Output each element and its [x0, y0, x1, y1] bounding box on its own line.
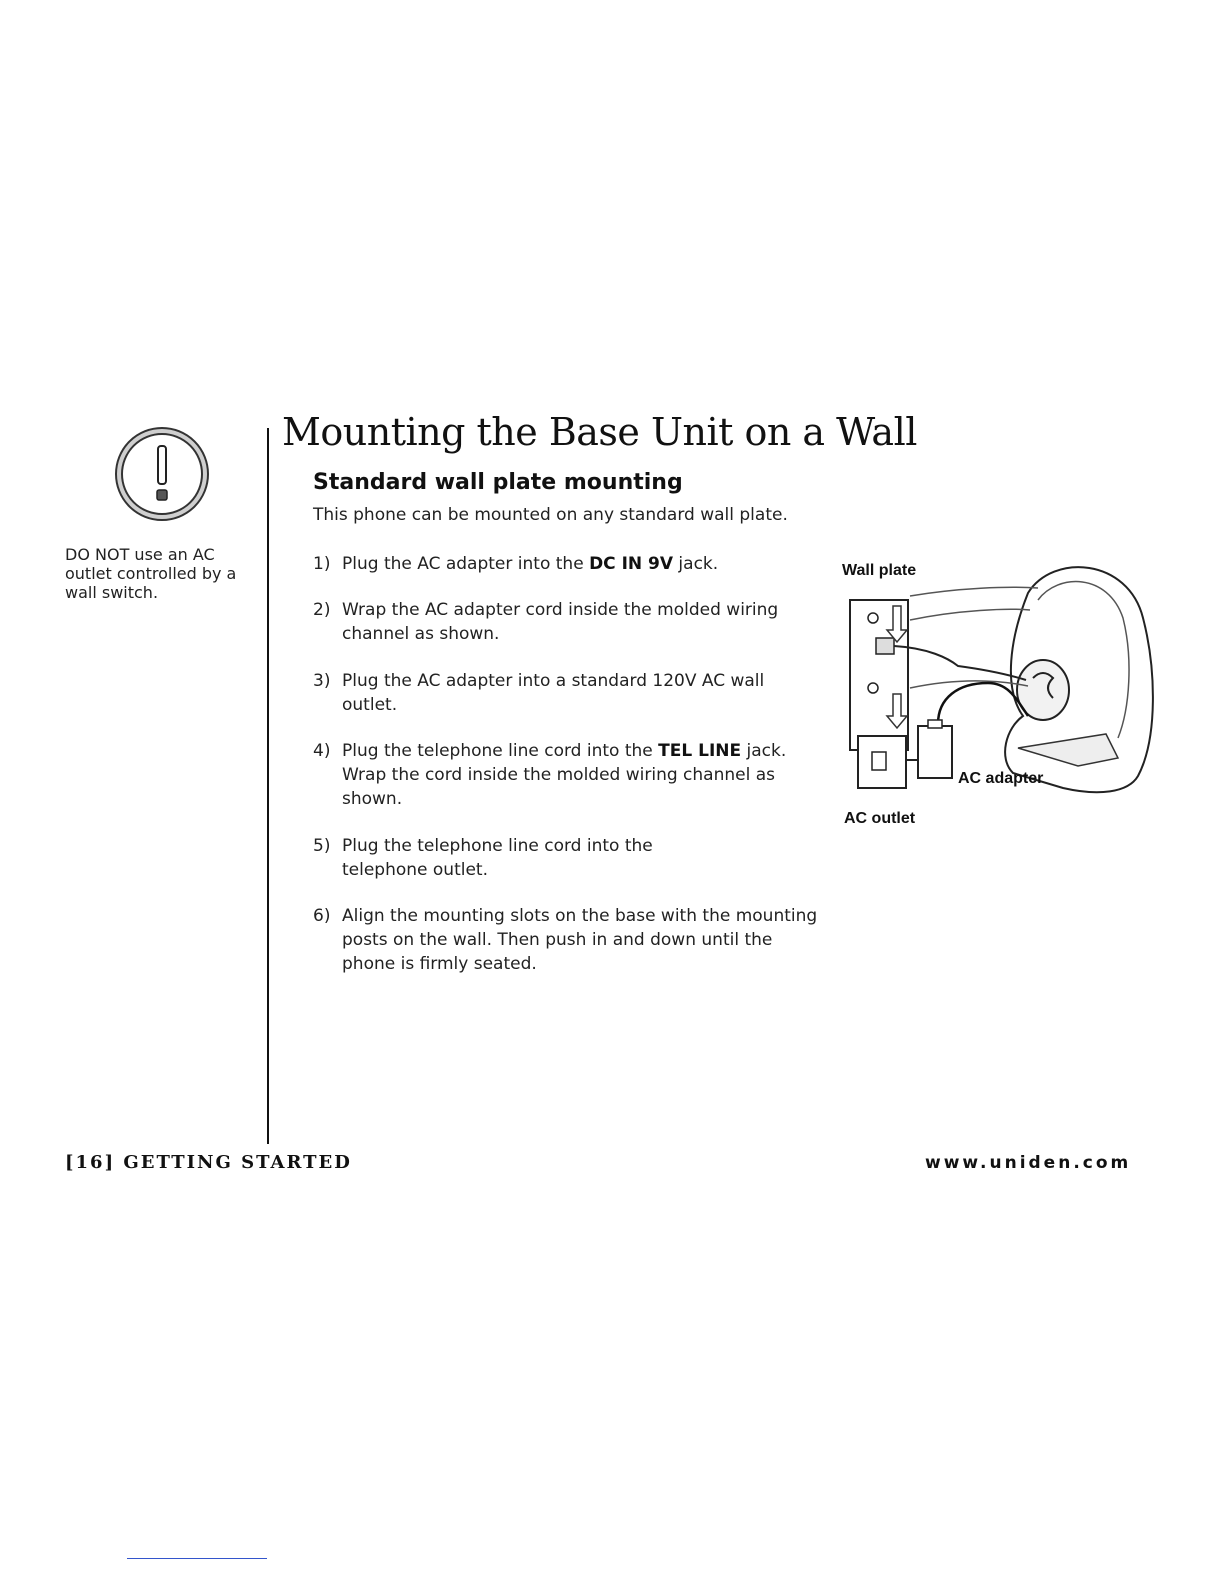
bottom-rule — [127, 1558, 267, 1559]
step-item — [313, 834, 742, 882]
section-subtitle: Standard wall plate mounting — [313, 470, 683, 495]
step-item — [313, 904, 822, 976]
wall-mount-illustration — [838, 548, 1168, 838]
step-number: 3) — [313, 671, 331, 691]
intro-text: This phone can be mounted on any standard wall plate. — [313, 505, 788, 525]
step-item — [313, 739, 812, 811]
step-number: 4) — [313, 741, 331, 761]
warning-icon — [112, 424, 212, 524]
wall-mount-diagram — [838, 548, 1168, 838]
step-item — [313, 552, 718, 576]
column-divider — [267, 428, 269, 1144]
step-number: 2) — [313, 600, 331, 620]
ac-adapter-shape — [918, 726, 952, 778]
footer-section: [16] GETTING STARTED — [65, 1152, 352, 1173]
ac-outlet-label: AC outlet — [844, 810, 916, 827]
step-text: jack. — [673, 554, 719, 574]
step-text: Wrap the AC adapter cord inside the molded wiring channel as shown. — [342, 600, 779, 644]
wall-plate-label: Wall plate — [842, 562, 917, 579]
step-text: Plug the AC adapter into the — [342, 554, 590, 574]
step-item — [313, 669, 782, 717]
step-number: 1) — [313, 554, 331, 574]
step-text: Align the mounting slots on the base with the mounting posts on the wall. Then push in and down until the phone is firmly seated. — [342, 906, 818, 974]
step-number: 6) — [313, 906, 331, 926]
step-item — [313, 598, 812, 646]
footer-url: www.uniden.com — [925, 1153, 1132, 1173]
page-title: Mounting the Base Unit on a Wall — [282, 410, 917, 454]
step-emphasis: TEL LINE — [658, 741, 742, 761]
step-text: Plug the AC adapter into a standard 120V AC wall outlet. — [342, 671, 765, 715]
warning-note: DO NOT use an AC outlet controlled by a wall switch. — [65, 545, 237, 602]
step-emphasis: DC IN 9V — [589, 554, 674, 574]
step-number: 5) — [313, 836, 331, 856]
step-text: Plug the telephone line cord into the — [342, 741, 659, 761]
step-text: Plug the telephone line cord into the telephone outlet. — [342, 836, 653, 880]
step-text: jack. Wrap the cord inside the molded wiring channel as shown. — [342, 741, 787, 809]
ac-adapter-label: AC adapter — [958, 770, 1044, 787]
